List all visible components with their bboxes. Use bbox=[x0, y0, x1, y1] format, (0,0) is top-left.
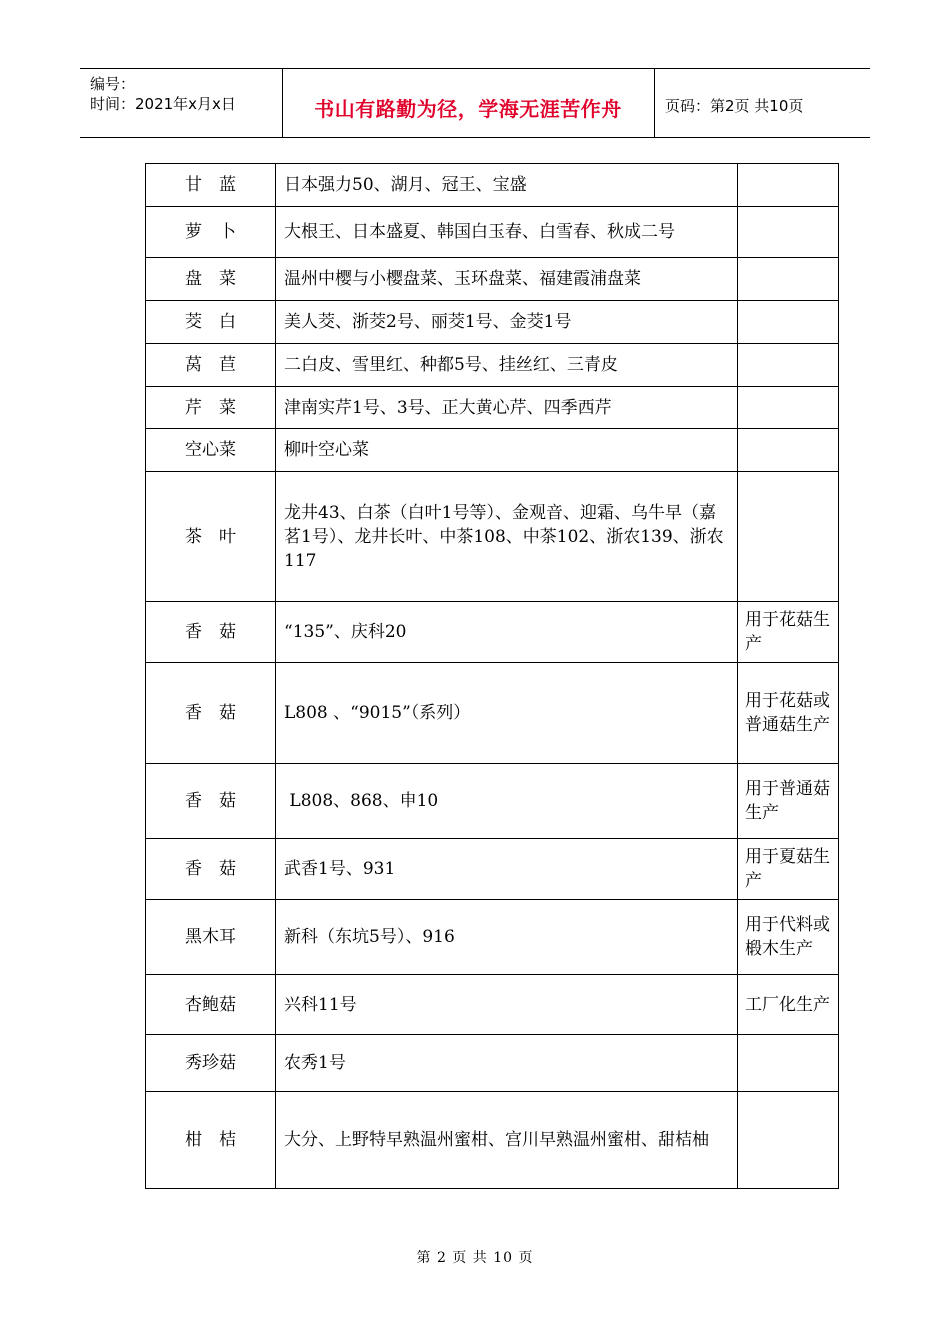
usage-note bbox=[738, 164, 839, 207]
table-row bbox=[146, 975, 839, 1035]
usage-note bbox=[738, 472, 839, 602]
variety-list: 武香1号、931 bbox=[276, 839, 738, 900]
crop-name: 莴 苣 bbox=[146, 344, 276, 387]
crop-name: 香 菇 bbox=[146, 764, 276, 839]
usage-note bbox=[738, 1092, 839, 1189]
usage-note: 用于花菇或普通菇生产 bbox=[738, 663, 839, 764]
table-row bbox=[146, 900, 839, 975]
table-row bbox=[146, 207, 839, 258]
crop-name: 香 菇 bbox=[146, 839, 276, 900]
usage-note bbox=[738, 344, 839, 387]
crop-name: 秀珍菇 bbox=[146, 1035, 276, 1092]
variety-list: 大分、上野特早熟温州蜜柑、宫川早熟温州蜜柑、甜桔柚 bbox=[276, 1092, 738, 1189]
variety-list: 兴科11号 bbox=[276, 975, 738, 1035]
table-row bbox=[146, 429, 839, 472]
usage-note: 用于花菇生产 bbox=[738, 602, 839, 663]
variety-list: 日本强力50、湖月、冠王、宝盛 bbox=[276, 164, 738, 207]
table-row bbox=[146, 344, 839, 387]
usage-note: 工厂化生产 bbox=[738, 975, 839, 1035]
page-header bbox=[80, 68, 870, 138]
page-footer: 第 2 页 共 10 页 bbox=[416, 1250, 534, 1266]
variety-list: 二白皮、雪里红、种都5号、挂丝红、三青皮 bbox=[276, 344, 738, 387]
table-row bbox=[146, 602, 839, 663]
crop-name: 甘 蓝 bbox=[146, 164, 276, 207]
variety-list: 大根王、日本盛夏、韩国白玉春、白雪春、秋成二号 bbox=[276, 207, 738, 258]
table-row bbox=[146, 164, 839, 207]
crop-name: 杏鲍菇 bbox=[146, 975, 276, 1035]
usage-note bbox=[738, 258, 839, 301]
table-row bbox=[146, 839, 839, 900]
header-meta-cell bbox=[80, 69, 283, 137]
variety-list: 津南实芹1号、3号、正大黄心芹、四季西芹 bbox=[276, 387, 738, 429]
variety-table bbox=[145, 163, 839, 1189]
usage-note: 用于代料或椴木生产 bbox=[738, 900, 839, 975]
crop-name: 空心菜 bbox=[146, 429, 276, 472]
header-page-number: 页码：第2页 共10页 bbox=[665, 97, 804, 115]
table-row bbox=[146, 258, 839, 301]
usage-note bbox=[738, 1035, 839, 1092]
variety-list: 美人茭、浙茭2号、丽茭1号、金茭1号 bbox=[276, 301, 738, 344]
table-row bbox=[146, 1035, 839, 1092]
variety-list: 温州中樱与小樱盘菜、玉环盘菜、福建霞浦盘菜 bbox=[276, 258, 738, 301]
crop-name: 萝 卜 bbox=[146, 207, 276, 258]
variety-list: L808 、“9015”（系列） bbox=[276, 663, 738, 764]
document-number-label: 编号： bbox=[90, 75, 136, 93]
usage-note bbox=[738, 207, 839, 258]
crop-name: 香 菇 bbox=[146, 663, 276, 764]
variety-list: 农秀1号 bbox=[276, 1035, 738, 1092]
table-row bbox=[146, 1092, 839, 1189]
usage-note: 用于普通菇生产 bbox=[738, 764, 839, 839]
table-row bbox=[146, 764, 839, 839]
usage-note bbox=[738, 387, 839, 429]
variety-list: “135”、庆科20 bbox=[276, 602, 738, 663]
crop-name: 茭 白 bbox=[146, 301, 276, 344]
crop-name: 芹 菜 bbox=[146, 387, 276, 429]
crop-name: 柑 桔 bbox=[146, 1092, 276, 1189]
crop-name: 香 菇 bbox=[146, 602, 276, 663]
variety-list: 柳叶空心菜 bbox=[276, 429, 738, 472]
variety-list: 龙井43、白茶（白叶1号等）、金观音、迎霜、乌牛早（嘉茗1号）、龙井长叶、中茶108、中茶102、浙农139、浙农117 bbox=[276, 472, 738, 602]
table-row bbox=[146, 387, 839, 429]
header-motto: 书山有路勤为径，学海无涯苦作舟 bbox=[314, 97, 622, 121]
variety-list: L808、868、申10 bbox=[276, 764, 738, 839]
table-row bbox=[146, 472, 839, 602]
table-row bbox=[146, 663, 839, 764]
crop-name: 茶 叶 bbox=[146, 472, 276, 602]
header-page-cell bbox=[655, 69, 870, 137]
variety-list: 新科（东坑5号）、916 bbox=[276, 900, 738, 975]
document-time-label: 时间：2021年x月x日 bbox=[90, 95, 236, 113]
crop-name: 黑木耳 bbox=[146, 900, 276, 975]
usage-note: 用于夏菇生产 bbox=[738, 839, 839, 900]
crop-name: 盘 菜 bbox=[146, 258, 276, 301]
table-row bbox=[146, 301, 839, 344]
header-motto-cell bbox=[282, 69, 655, 137]
usage-note bbox=[738, 429, 839, 472]
usage-note bbox=[738, 301, 839, 344]
